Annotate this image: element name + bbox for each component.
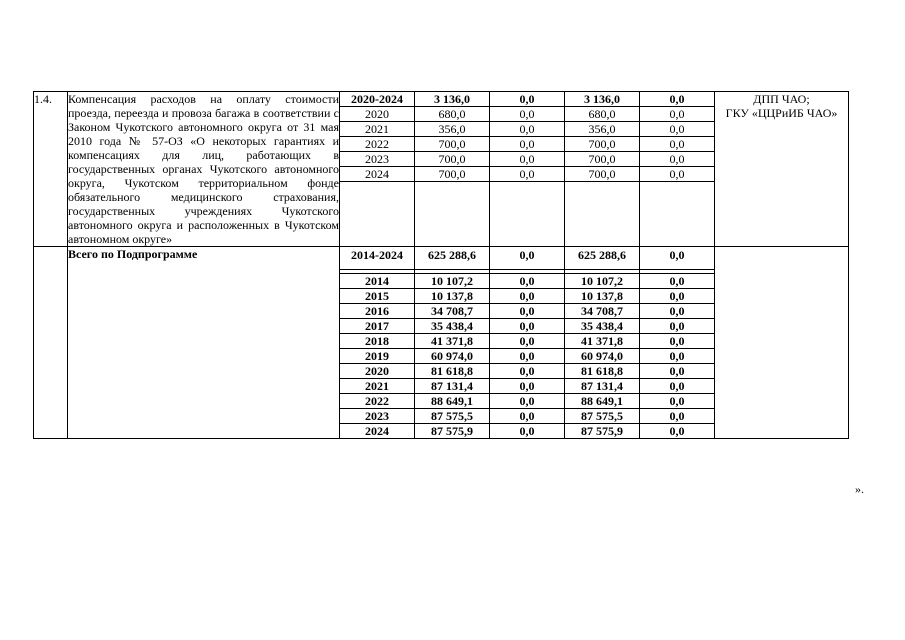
responsible-line: ГКУ «ЦЦРиИБ ЧАО»: [725, 106, 838, 120]
value-cell: 0,0: [490, 304, 565, 319]
year-cell: 2017: [340, 319, 415, 334]
section-1-4: [34, 92, 849, 247]
value-cell: 81 618,8: [565, 364, 640, 379]
closing-quote-mark: ».: [855, 482, 864, 496]
value-cell: 0,0: [640, 379, 715, 394]
value-cell: 87 131,4: [565, 379, 640, 394]
empty-cell: [715, 247, 849, 439]
empty-cell: [565, 182, 640, 247]
value-cell: 0,0: [640, 394, 715, 409]
value-cell: 0,0: [490, 409, 565, 424]
value-cell: 0,0: [490, 247, 565, 270]
value-cell: 0,0: [640, 289, 715, 304]
value-cell: 0,0: [640, 319, 715, 334]
value-cell: 35 438,4: [565, 319, 640, 334]
value-cell: 0,0: [640, 107, 715, 122]
value-cell: 680,0: [565, 107, 640, 122]
value-cell: 700,0: [415, 167, 490, 182]
year-cell: 2018: [340, 334, 415, 349]
value-cell: 0,0: [490, 167, 565, 182]
value-cell: 700,0: [415, 137, 490, 152]
value-cell: 0,0: [640, 92, 715, 107]
value-cell: 700,0: [565, 167, 640, 182]
value-cell: 356,0: [415, 122, 490, 137]
value-cell: 356,0: [565, 122, 640, 137]
value-cell: 0,0: [640, 152, 715, 167]
value-cell: 87 575,5: [415, 409, 490, 424]
year-cell: 2019: [340, 349, 415, 364]
budget-table: [33, 91, 849, 439]
value-cell: 60 974,0: [415, 349, 490, 364]
value-cell: 3 136,0: [565, 92, 640, 107]
empty-cell: [34, 247, 68, 439]
value-cell: 0,0: [490, 379, 565, 394]
year-cell: 2023: [340, 152, 415, 167]
empty-cell: [490, 182, 565, 247]
value-cell: 0,0: [490, 92, 565, 107]
value-cell: 81 618,8: [415, 364, 490, 379]
value-cell: 0,0: [640, 304, 715, 319]
value-cell: 0,0: [640, 167, 715, 182]
value-cell: 0,0: [490, 319, 565, 334]
value-cell: 41 371,8: [415, 334, 490, 349]
value-cell: 88 649,1: [565, 394, 640, 409]
value-cell: 700,0: [415, 152, 490, 167]
value-cell: 0,0: [640, 334, 715, 349]
year-cell: 2015: [340, 289, 415, 304]
value-cell: 3 136,0: [415, 92, 490, 107]
value-cell: 0,0: [490, 152, 565, 167]
empty-cell: [415, 182, 490, 247]
year-cell: 2022: [340, 137, 415, 152]
value-cell: 34 708,7: [415, 304, 490, 319]
year-cell: 2020: [340, 364, 415, 379]
value-cell: 34 708,7: [565, 304, 640, 319]
value-cell: 0,0: [640, 349, 715, 364]
value-cell: 0,0: [640, 274, 715, 289]
value-cell: 10 107,2: [415, 274, 490, 289]
value-cell: 0,0: [640, 137, 715, 152]
value-cell: 0,0: [490, 394, 565, 409]
year-cell: 2023: [340, 409, 415, 424]
value-cell: 10 137,8: [415, 289, 490, 304]
value-cell: 88 649,1: [415, 394, 490, 409]
value-cell: 680,0: [415, 107, 490, 122]
value-cell: 10 137,8: [565, 289, 640, 304]
year-cell: 2021: [340, 122, 415, 137]
year-cell: 2022: [340, 394, 415, 409]
value-cell: 0,0: [640, 247, 715, 270]
value-cell: 0,0: [640, 424, 715, 439]
value-cell: 35 438,4: [415, 319, 490, 334]
year-cell: 2024: [340, 424, 415, 439]
year-cell: 2020: [340, 107, 415, 122]
value-cell: 87 575,9: [415, 424, 490, 439]
value-cell: 700,0: [565, 152, 640, 167]
value-cell: 60 974,0: [565, 349, 640, 364]
total-label: Всего по Подпрограмме: [68, 247, 340, 439]
value-cell: 87 575,5: [565, 409, 640, 424]
value-cell: 0,0: [640, 409, 715, 424]
empty-cell: [640, 182, 715, 247]
value-cell: 0,0: [490, 289, 565, 304]
value-cell: 0,0: [640, 122, 715, 137]
empty-cell: [340, 182, 415, 247]
section-total: [34, 247, 849, 439]
value-cell: 0,0: [490, 122, 565, 137]
measure-name: Компенсация расходов на оплату стоимости проезда, переезда и провоза багажа в соответствии с Законом Чукотского автономного округа от 31 мая 2010 года № 57-ОЗ «О некоторых гарантиях и компенсациях для лиц, работающих в государственных органах Чукотского автономного округа, Чукотском территориальном фонде обязательного медицинского страхования, государственных учреждениях Чукотского автономного округа и расположенных в Чукотском автономном округе»: [68, 92, 339, 246]
value-cell: 625 288,6: [565, 247, 640, 270]
value-cell: 41 371,8: [565, 334, 640, 349]
responsible-line: ДПП ЧАО;: [753, 92, 810, 106]
value-cell: 700,0: [565, 137, 640, 152]
year-cell: 2016: [340, 304, 415, 319]
value-cell: 10 107,2: [565, 274, 640, 289]
table-row: [34, 92, 849, 107]
value-cell: 0,0: [490, 274, 565, 289]
value-cell: 0,0: [640, 364, 715, 379]
value-cell: 87 131,4: [415, 379, 490, 394]
year-cell: 2021: [340, 379, 415, 394]
year-cell: 2024: [340, 167, 415, 182]
total-head-row: [34, 247, 849, 270]
year-cell: 2020-2024: [340, 92, 415, 107]
value-cell: 0,0: [490, 364, 565, 379]
responsible-executors: [715, 92, 849, 247]
value-cell: 87 575,9: [565, 424, 640, 439]
value-cell: 0,0: [490, 107, 565, 122]
value-cell: 625 288,6: [415, 247, 490, 270]
year-cell: 2014-2024: [340, 247, 415, 270]
value-cell: 0,0: [490, 137, 565, 152]
value-cell: 0,0: [490, 334, 565, 349]
value-cell: 0,0: [490, 424, 565, 439]
row-number: 1.4.: [34, 92, 68, 247]
value-cell: 0,0: [490, 349, 565, 364]
year-cell: 2014: [340, 274, 415, 289]
